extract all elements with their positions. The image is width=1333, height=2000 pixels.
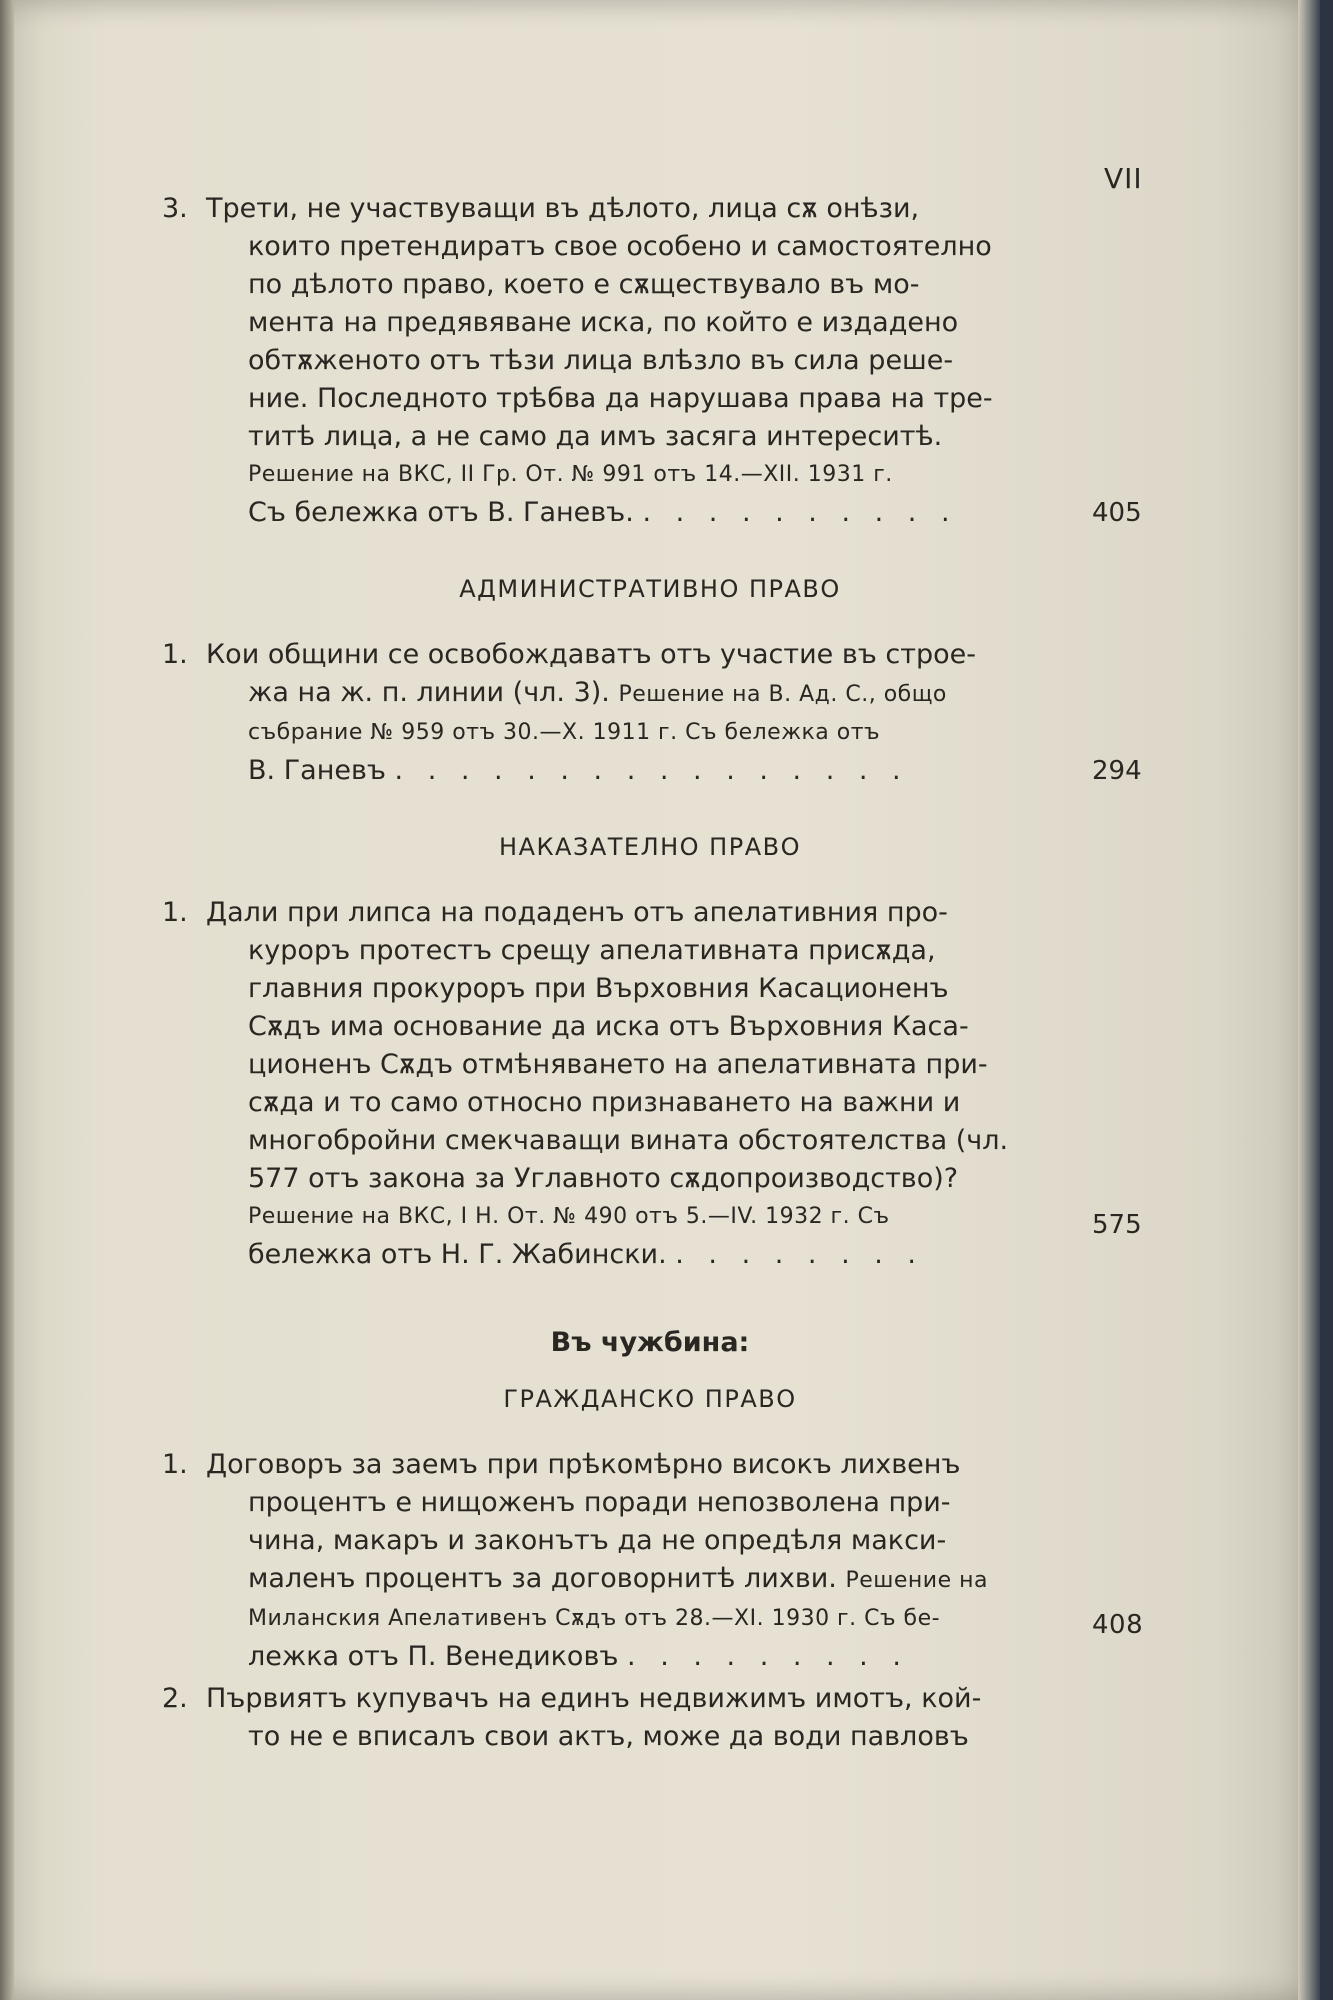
entry-line: Дали при липса на подаденъ отъ апелативния про- — [206, 897, 948, 928]
entry-line: 577 отъ закона за Углавното сѫдопроизводство)? — [248, 1163, 959, 1194]
page-reference: 575 — [1092, 1210, 1142, 1240]
entry-last-line — [248, 494, 1142, 532]
entry-line: главния прокуроръ при Върховния Касационенъ — [248, 973, 949, 1004]
entry-line: сѫда и то само относно признаването на важни и — [248, 1087, 961, 1118]
entry-line: многобройни смекчаващи вината обстоятелства (чл. — [248, 1125, 1009, 1156]
entry-line: ционенъ Сѫдъ отмѣняването на апелативната при- — [248, 1049, 988, 1080]
entry-citation-line — [248, 1600, 1144, 1640]
entry-line: ние. Последното трѣбва да нарушава права на тре- — [248, 383, 993, 414]
section-heading-civil-abroad: ГРАЖДАНСКО ПРАВО — [503, 1385, 797, 1413]
entry-citation: Решение на ВКС, II Гр. От. № 991 отъ 14.—XII. 1931 г. — [248, 462, 893, 487]
page-left-edge — [0, 0, 14, 2000]
leader-dots: . . . . . . . . . . — [642, 497, 958, 528]
entry-line: чина, макаръ и законътъ да не опредѣля макси- — [248, 1525, 947, 1556]
entry-line: Договоръ за заемъ при прѣкомѣрно високъ лихвенъ — [206, 1449, 961, 1480]
entry-line-text: маленъ процентъ за договорнитѣ лихви. — [248, 1563, 837, 1594]
toc-entry-abroad-2 — [162, 1680, 1138, 1756]
entry-line — [248, 674, 1138, 714]
entry-number: 1. — [162, 897, 188, 928]
entry-citation: Решение на — [845, 1568, 988, 1593]
entry-line: Сѫдъ има основание да иска отъ Върховния Каса- — [248, 1011, 969, 1042]
entry-line: по дѣлото право, което е сѫществувало въ мо- — [248, 269, 920, 300]
entry-line: куроръ протестъ срещу апелативната присѫда, — [248, 935, 936, 966]
page-number: VII — [1104, 162, 1143, 195]
page-reference: 294 — [1092, 756, 1142, 786]
section-heading-criminal: НАКАЗАТЕЛНО ПРАВО — [499, 833, 801, 861]
entry-citation: Решение на В. Ад. С., общо — [618, 682, 947, 707]
entry-note: Съ бележка отъ В. Ганевъ. — [248, 497, 634, 528]
toc-entry-criminal-1 — [162, 894, 1142, 1274]
entry-line: титѣ лица, а не само да имъ засяга интереситѣ. — [248, 421, 943, 452]
entry-line: Кои общини се освобождаватъ отъ участие въ строе- — [206, 639, 976, 670]
table-of-contents — [162, 190, 1144, 1756]
entry-line: обтѫженото отъ тѣзи лица влѣзло въ сила реше- — [248, 345, 954, 376]
leader-dots: . . . . . . . . — [675, 1239, 925, 1270]
toc-entry-admin-1 — [162, 636, 1142, 790]
abroad-heading: Въ чужбина: — [550, 1327, 750, 1358]
entry-line — [248, 1560, 1138, 1600]
entry-line: процентъ е нищоженъ поради непозволена при- — [248, 1487, 951, 1518]
entry-note: бележка отъ Н. Г. Жабински. — [248, 1239, 667, 1270]
entry-note: В. Ганевъ — [248, 755, 386, 786]
entry-number: 3. — [162, 193, 188, 224]
page-reference: 408 — [1092, 1610, 1144, 1640]
entry-line: то не е вписалъ свои актъ, може да води павловъ — [248, 1721, 969, 1752]
toc-entry-civil-3 — [162, 190, 1142, 532]
entry-line: Първиятъ купувачъ на единъ недвижимъ имотъ, кой- — [206, 1683, 982, 1714]
entry-last-line — [248, 1638, 1138, 1676]
entry-line-text: жа на ж. п. линии (чл. 3). — [248, 677, 610, 708]
entry-number: 1. — [162, 1449, 188, 1480]
entry-citation: Решение на ВКС, I Н. От. № 490 отъ 5.—IV. 1932 г. Съ — [248, 1204, 890, 1229]
entry-number: 2. — [162, 1683, 188, 1714]
leader-dots: . . . . . . . . . . . . . . . . — [394, 755, 909, 786]
leader-dots: . . . . . . . . . — [627, 1641, 909, 1672]
section-heading-administrative: АДМИНИСТРАТИВНО ПРАВО — [459, 575, 841, 603]
entry-line: които претендиратъ свое особено и самостоятелно — [248, 231, 992, 262]
entry-citation: събрание № 959 отъ 30.—X. 1911 г. Съ бележка отъ — [248, 720, 881, 745]
page-reference: 405 — [1092, 498, 1142, 528]
entry-note: лежка отъ П. Венедиковъ — [248, 1641, 619, 1672]
page-right-edge — [1298, 0, 1320, 2000]
entry-number: 1. — [162, 639, 188, 670]
toc-entry-abroad-1 — [162, 1446, 1144, 1676]
entry-line: мента на предявяване иска, по който е издадено — [248, 307, 959, 338]
entry-last-line — [248, 752, 1142, 790]
entry-citation: Миланския Апелативенъ Сѫдъ отъ 28.—XI. 1930 г. Съ бе- — [248, 1606, 941, 1631]
entry-line: Трети, не участвуващи въ дѣлото, лица сѫ онѣзи, — [206, 193, 920, 224]
